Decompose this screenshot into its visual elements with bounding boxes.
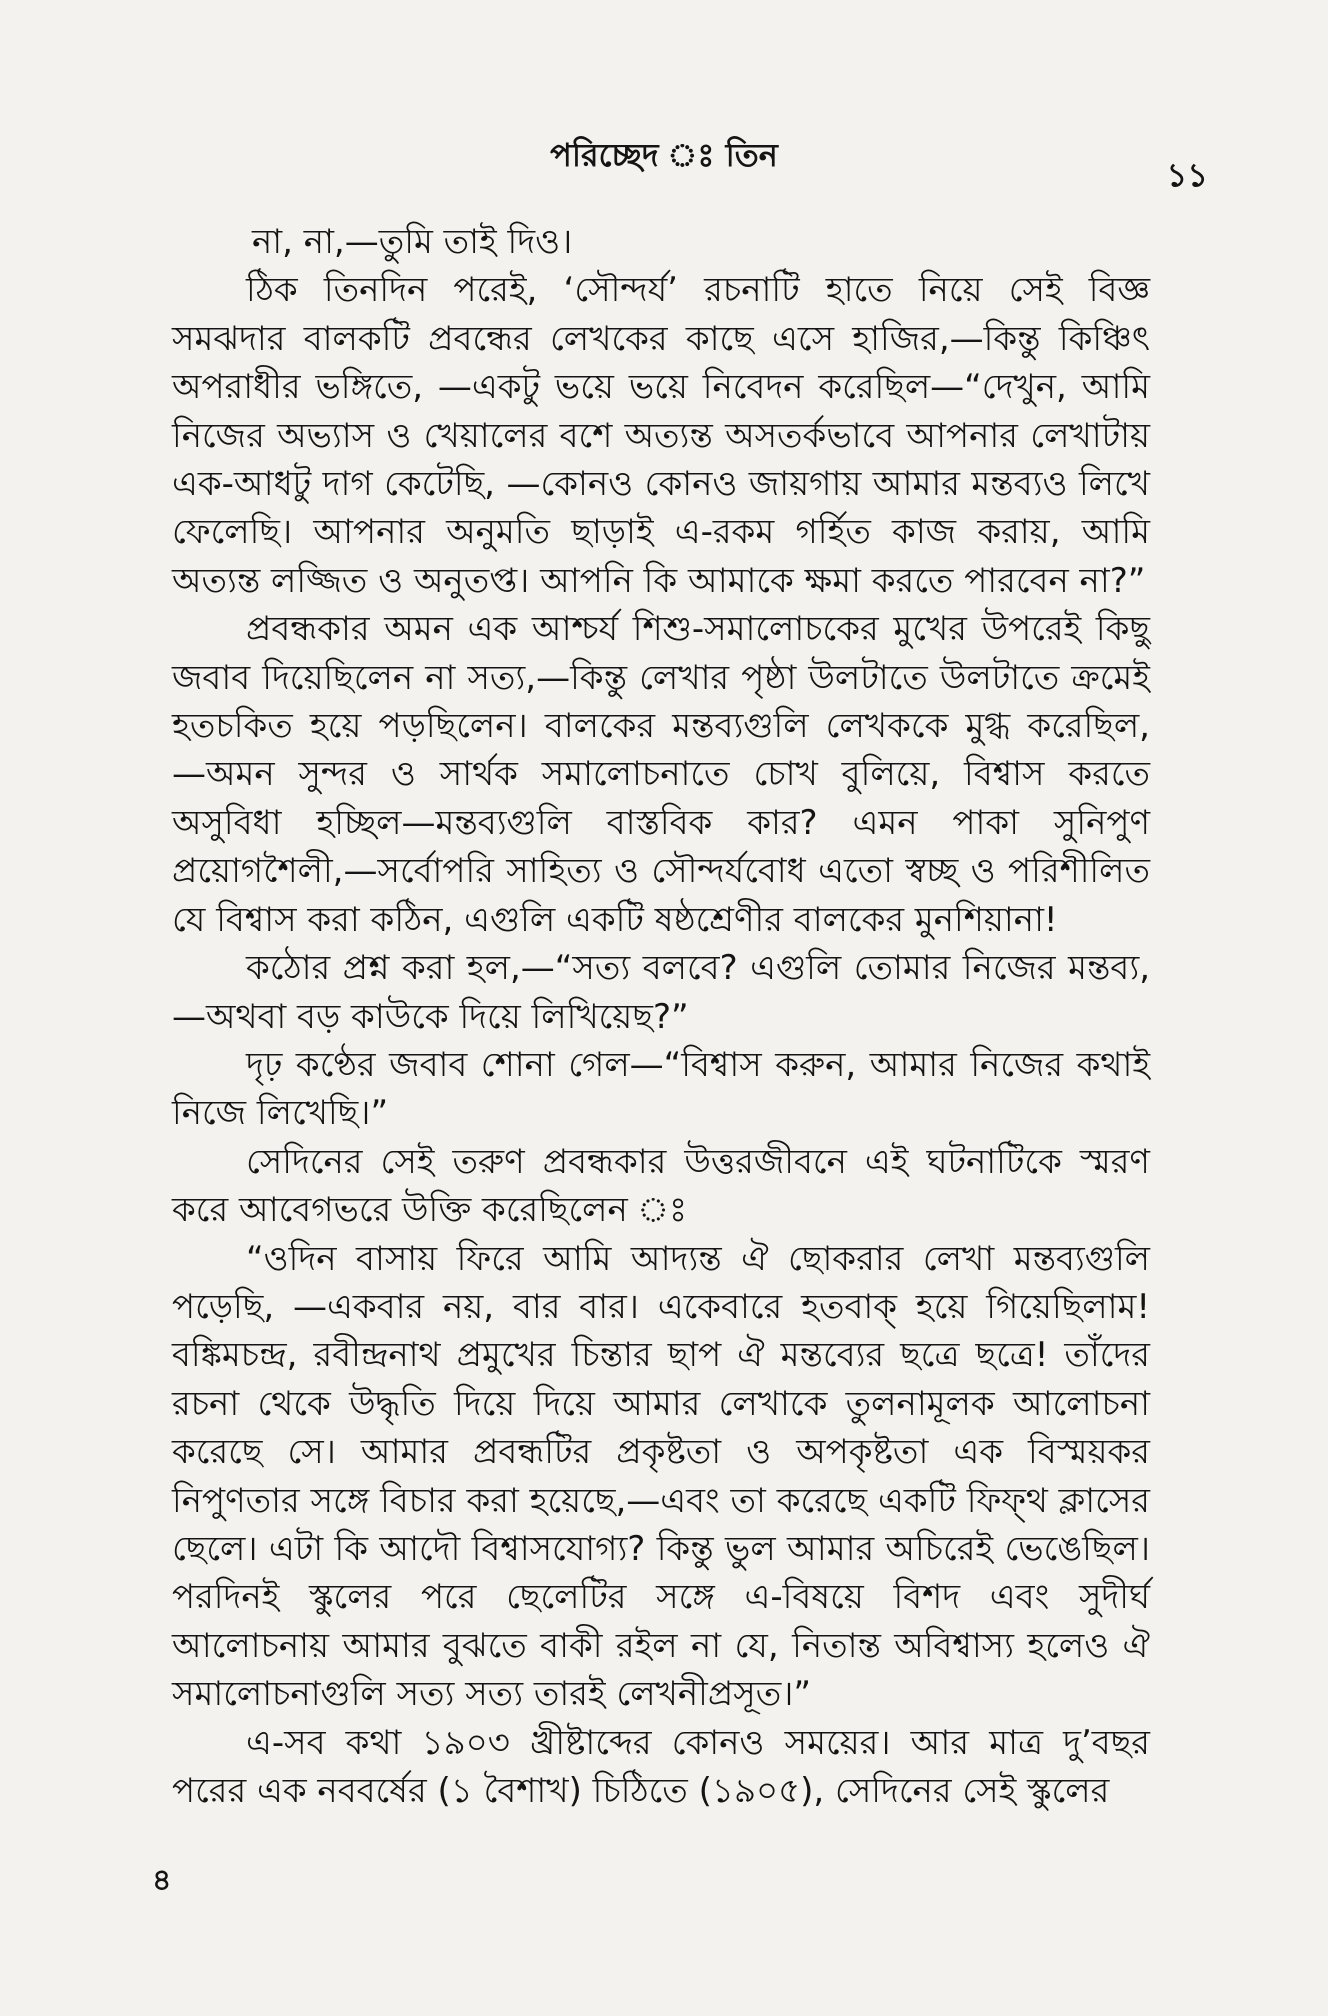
paragraph: দৃঢ় কণ্ঠের জবাব শোনা গেল—“বিশ্বাস করুন, আমার নিজের কথাই নিজে লিখেছি।”: [172, 1044, 1150, 1134]
paragraph: ঠিক তিনদিন পরেই, ‘সৌন্দর্য’ রচনাটি হাতে নিয়ে সেই বিজ্ঞ সমঝদার বালকটি প্রবন্ধের লেখকের কাছে এসে হাজির,—কিন্তু কিঞ্চিৎ অপরাধীর ভঙ্গিতে, —একটু ভয়ে ভয়ে নিবেদন করেছিল—“দেখুন, আমি নিজের অভ্যাস ও খেয়ালের বশে অত্যন্ত অসতর্কভাবে আপনার লেখাটায় এক-আধটু দাগ কেটেছি, —কোনও কোনও জায়গায় আমার মন্তব্যও লিখে ফেলেছি। আপনার অনুমতি ছাড়াই এ-রকম গর্হিত কাজ করায়, আমি অত্যন্ত লজ্জিত ও অনুতপ্ত। আপনি কি আমাকে ক্ষমা করতে পারবেন না?”: [172, 270, 1150, 601]
page-number: ১১: [1166, 156, 1208, 194]
paragraph: সেদিনের সেই তরুণ প্রবন্ধকার উত্তরজীবনে এই ঘটনাটিকে স্মরণ করে আবেগভরে উক্তি করেছিলেন ঃ: [172, 1141, 1150, 1231]
paragraph: কঠোর প্রশ্ন করা হল,—“সত্য বলবে? এগুলি তোমার নিজের মন্তব্য, —অথবা বড় কাউকে দিয়ে লিখিয়েছ?”: [172, 948, 1150, 1037]
paragraph: প্রবন্ধকার অমন এক আশ্চর্য শিশু-সমালোচকের মুখের উপরেই কিছু জবাব দিয়েছিলেন না সত্য,—কিন্তু লেখার পৃষ্ঠা উলটাতে উলটাতে ক্রমেই হতচকিত হয়ে পড়ছিলেন। বালকের মন্তব্যগুলি লেখককে মুগ্ধ করেছিল, —অমন সুন্দর ও সার্থক সমালোচনাতে চোখ বুলিয়ে, বিশ্বাস করতে অসুবিধা হচ্ছিল—মন্তব্যগুলি বাস্তবিক কার? এমন পাকা সুনিপুণ প্রয়োগশৈলী,—সর্বোপরি সাহিত্য ও সৌন্দর্যবোধ এতো স্বচ্ছ ও পরিশীলিত যে বিশ্বাস করা কঠিন, এগুলি একটি ষষ্ঠশ্রেণীর বালকের মুনশিয়ানা!: [172, 609, 1150, 940]
body-text: [172, 218, 1150, 1815]
paragraph: না, না,—তুমি তাই দিও।: [252, 222, 573, 262]
quoted-paragraph: “ওদিন বাসায় ফিরে আমি আদ্যন্ত ঐ ছোকরার লেখা মন্তব্যগুলি পড়েছি, —একবার নয়, বার বার। একেবারে হতবাক্ হয়ে গিয়েছিলাম! বঙ্কিমচন্দ্র, রবীন্দ্রনাথ প্রমুখের চিন্তার ছাপ ঐ মন্তব্যের ছত্রে ছত্রে! তাঁদের রচনা থেকে উদ্ধৃতি দিয়ে দিয়ে আমার লেখাকে তুলনামূলক আলোচনা করেছে সে। আমার প্রবন্ধটির প্রকৃষ্টতা ও অপকৃষ্টতা এক বিস্ময়কর নিপুণতার সঙ্গে বিচার করা হয়েছে,—এবং তা করেছে একটি ফিফ্থ ক্লাসের ছেলে। এটা কি আদৌ বিশ্বাসযোগ্য? কিন্তু ভুল আমার অচিরেই ভেঙেছিল। পরদিনই স্কুলের পরে ছেলেটির সঙ্গে এ-বিষয়ে বিশদ এবং সুদীর্ঘ আলোচনায় আমার বুঝতে বাকী রইল না যে, নিতান্ত অবিশ্বাস্য হলেও ঐ সমালোচনাগুলি সত্য সত্য তারই লেখনীপ্রসূত।”: [172, 1238, 1150, 1715]
printer-signature-mark: ৪: [152, 1863, 172, 1898]
chapter-heading: পরিচ্ছেদ ঃ তিন: [550, 136, 778, 174]
paragraph: এ-সব কথা ১৯০৩ খ্রীষ্টাব্দের কোনও সময়ের। আর মাত্র দু’বছর পরের এক নববর্ষের (১ বৈশাখ) চিঠিতে (১৯০৫), সেদিনের সেই স্কুলের: [172, 1722, 1150, 1811]
